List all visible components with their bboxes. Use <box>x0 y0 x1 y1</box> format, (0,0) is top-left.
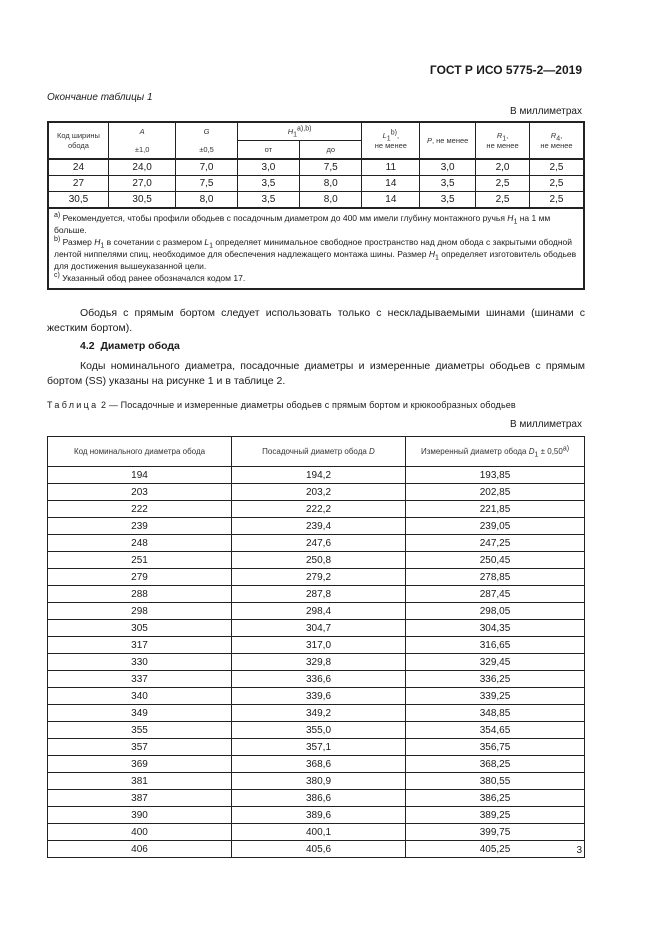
table2-row <box>48 790 585 807</box>
t2-cell-measured: 287,45 <box>406 586 585 603</box>
note-a: $^{a)}$ Рекомендуется, чтобы профили ободьев с посадочным диаметром до 400 мм имели глубину монтажного ручья $H_1$ на 1 мм больше. <box>54 212 551 235</box>
table2-row <box>48 671 585 688</box>
t2-cell-code: 239 <box>48 518 232 535</box>
t2-cell-measured: 202,85 <box>406 484 585 501</box>
t2-header-code: Код номинального диаметра обода <box>48 437 232 467</box>
t2-cell-code: 400 <box>48 824 232 841</box>
t2-cell-code: 369 <box>48 756 232 773</box>
t2-cell-seat: 247,6 <box>232 535 406 552</box>
table2-row <box>48 688 585 705</box>
note-c: $^{c)}$ Указанный обод ранее обозначался кодом 17. <box>54 272 246 283</box>
t1-row: 27 27,0 7,5 3,5 8,0 14 3,5 2,5 2,5 <box>48 176 584 192</box>
t2-cell-seat: 389,6 <box>232 807 406 824</box>
t2-cell-code: 222 <box>48 501 232 518</box>
t2-cell-code: 248 <box>48 535 232 552</box>
t2-cell-seat: 203,2 <box>232 484 406 501</box>
t2-cell-seat: 250,8 <box>232 552 406 569</box>
t1-header-code: Код ширины обода <box>48 122 108 159</box>
table1-caption: Окончание таблицы 1 <box>47 92 153 103</box>
table2-row <box>48 569 585 586</box>
t2-cell-seat: 304,7 <box>232 620 406 637</box>
table2-row <box>48 518 585 535</box>
t2-cell-code: 330 <box>48 654 232 671</box>
t2-cell-measured: 278,85 <box>406 569 585 586</box>
t2-cell-measured: 250,45 <box>406 552 585 569</box>
table2-row <box>48 841 585 858</box>
t2-cell-code: 298 <box>48 603 232 620</box>
t2-cell-measured: 380,55 <box>406 773 585 790</box>
t1-header-h1-from: от <box>237 141 299 160</box>
paragraph-diameter-codes: Коды номинального диаметра, посадочные диаметры и измеренные диаметры ободьев с прямым бортом (SS) указаны на рисунке 1 и в таблице 2. <box>47 360 585 387</box>
t2-cell-seat: 298,4 <box>232 603 406 620</box>
t1-header-a-tol: ±1,0 <box>108 141 175 160</box>
t2-cell-seat: 386,6 <box>232 790 406 807</box>
t2-cell-seat: 239,4 <box>232 518 406 535</box>
t2-cell-code: 349 <box>48 705 232 722</box>
t2-cell-measured: 405,25 <box>406 841 585 858</box>
t1-header-g-tol: ±0,5 <box>176 141 237 160</box>
t2-cell-measured: 368,25 <box>406 756 585 773</box>
t2-cell-measured: 339,25 <box>406 688 585 705</box>
table2-row <box>48 756 585 773</box>
t1-header-p: P, не менее <box>420 122 476 159</box>
table2-row <box>48 552 585 569</box>
t2-cell-code: 357 <box>48 739 232 756</box>
t2-cell-code: 406 <box>48 841 232 858</box>
t2-cell-measured: 348,85 <box>406 705 585 722</box>
t2-cell-seat: 336,6 <box>232 671 406 688</box>
t2-cell-measured: 399,75 <box>406 824 585 841</box>
t2-cell-code: 355 <box>48 722 232 739</box>
table2 <box>47 436 585 858</box>
table2-caption: Таблица 2 — Посадочные и измеренные диаметры ободьев с прямым бортом и крюкообразных ободьев <box>47 400 516 410</box>
table2-row <box>48 535 585 552</box>
t2-cell-code: 279 <box>48 569 232 586</box>
t1-header-l1: $L_1^{b)}$, не менее <box>362 122 420 159</box>
t2-cell-code: 305 <box>48 620 232 637</box>
t2-cell-seat: 349,2 <box>232 705 406 722</box>
table2-row <box>48 705 585 722</box>
t2-cell-seat: 222,2 <box>232 501 406 518</box>
t2-cell-code: 381 <box>48 773 232 790</box>
t1-row: 24 24,0 7,0 3,0 7,5 11 3,0 2,0 2,5 <box>48 159 584 176</box>
t2-cell-measured: 336,25 <box>406 671 585 688</box>
table2-row <box>48 603 585 620</box>
table2-row <box>48 807 585 824</box>
t2-cell-seat: 317,0 <box>232 637 406 654</box>
t2-cell-code: 340 <box>48 688 232 705</box>
table2-row <box>48 637 585 654</box>
t2-cell-measured: 389,25 <box>406 807 585 824</box>
t2-cell-seat: 357,1 <box>232 739 406 756</box>
table2-row <box>48 773 585 790</box>
t2-cell-code: 251 <box>48 552 232 569</box>
t2-cell-measured: 239,05 <box>406 518 585 535</box>
t1-header-a: A <box>108 122 175 141</box>
table2-row <box>48 586 585 603</box>
t2-cell-measured: 298,05 <box>406 603 585 620</box>
t1-header-h1-to: до <box>300 141 362 160</box>
t2-cell-measured: 329,45 <box>406 654 585 671</box>
t2-cell-seat: 287,8 <box>232 586 406 603</box>
t1-header-h1: $H_1^{a),b)}$ <box>237 122 362 141</box>
t2-cell-seat: 329,8 <box>232 654 406 671</box>
t2-cell-code: 390 <box>48 807 232 824</box>
t2-cell-measured: 356,75 <box>406 739 585 756</box>
t2-cell-seat: 380,9 <box>232 773 406 790</box>
table2-row <box>48 654 585 671</box>
t2-cell-measured: 247,25 <box>406 535 585 552</box>
t2-cell-seat: 368,6 <box>232 756 406 773</box>
t2-cell-code: 337 <box>48 671 232 688</box>
table2-row <box>48 722 585 739</box>
t2-cell-seat: 355,0 <box>232 722 406 739</box>
t2-cell-measured: 193,85 <box>406 467 585 484</box>
t2-cell-seat: 339,6 <box>232 688 406 705</box>
document-header: ГОСТ Р ИСО 5775-2—2019 <box>429 63 582 77</box>
table2-row <box>48 467 585 484</box>
t2-cell-measured: 354,65 <box>406 722 585 739</box>
t2-header-seat: Посадочный диаметр обода D <box>232 437 406 467</box>
t1-row: 30,5 30,5 8,0 3,5 8,0 14 3,5 2,5 2,5 <box>48 192 584 209</box>
t2-cell-code: 317 <box>48 637 232 654</box>
page-number: 3 <box>576 845 582 856</box>
t2-cell-seat: 279,2 <box>232 569 406 586</box>
t1-header-r4: $R_4$, не менее <box>530 122 585 159</box>
table1-units: В миллиметрах <box>510 106 582 117</box>
t1-header-g: G <box>176 122 237 141</box>
note-b: $^{b)}$ Размер $H_1$ в сочетании с размером $L_1$ определяет минимальное свободное пространство над дном обода с закрытыми ободной лентой ниппелями спиц, необходимое для обеспечения надлежащего монтажа шины. Размер $H_1$ определяет изготовитель ободьев для достижения вышеуказанной цели. <box>54 236 577 271</box>
t2-cell-measured: 304,35 <box>406 620 585 637</box>
t2-cell-seat: 400,1 <box>232 824 406 841</box>
t2-cell-seat: 405,6 <box>232 841 406 858</box>
t2-cell-seat: 194,2 <box>232 467 406 484</box>
table2-row <box>48 739 585 756</box>
t2-cell-code: 288 <box>48 586 232 603</box>
t2-cell-code: 203 <box>48 484 232 501</box>
t2-header-measured: Измеренный диаметр обода $D_1 \pm 0,50^{a)}$ <box>406 437 585 467</box>
table2-row <box>48 620 585 637</box>
table1 <box>47 121 585 290</box>
t2-cell-measured: 386,25 <box>406 790 585 807</box>
table2-row <box>48 824 585 841</box>
t1-header-r1: $R_1$, не менее <box>476 122 530 159</box>
t2-cell-measured: 316,65 <box>406 637 585 654</box>
table1-notes <box>48 208 584 289</box>
table2-row <box>48 484 585 501</box>
paragraph-straight-bead: Ободья с прямым бортом следует использовать только с нескладываемыми шинами (шинами с жестким бортом). <box>47 307 585 334</box>
t2-cell-code: 194 <box>48 467 232 484</box>
section-heading: 4.2 Диаметр обода <box>80 340 180 352</box>
table2-row <box>48 501 585 518</box>
t2-cell-code: 387 <box>48 790 232 807</box>
table2-units: В миллиметрах <box>510 419 582 430</box>
t2-cell-measured: 221,85 <box>406 501 585 518</box>
